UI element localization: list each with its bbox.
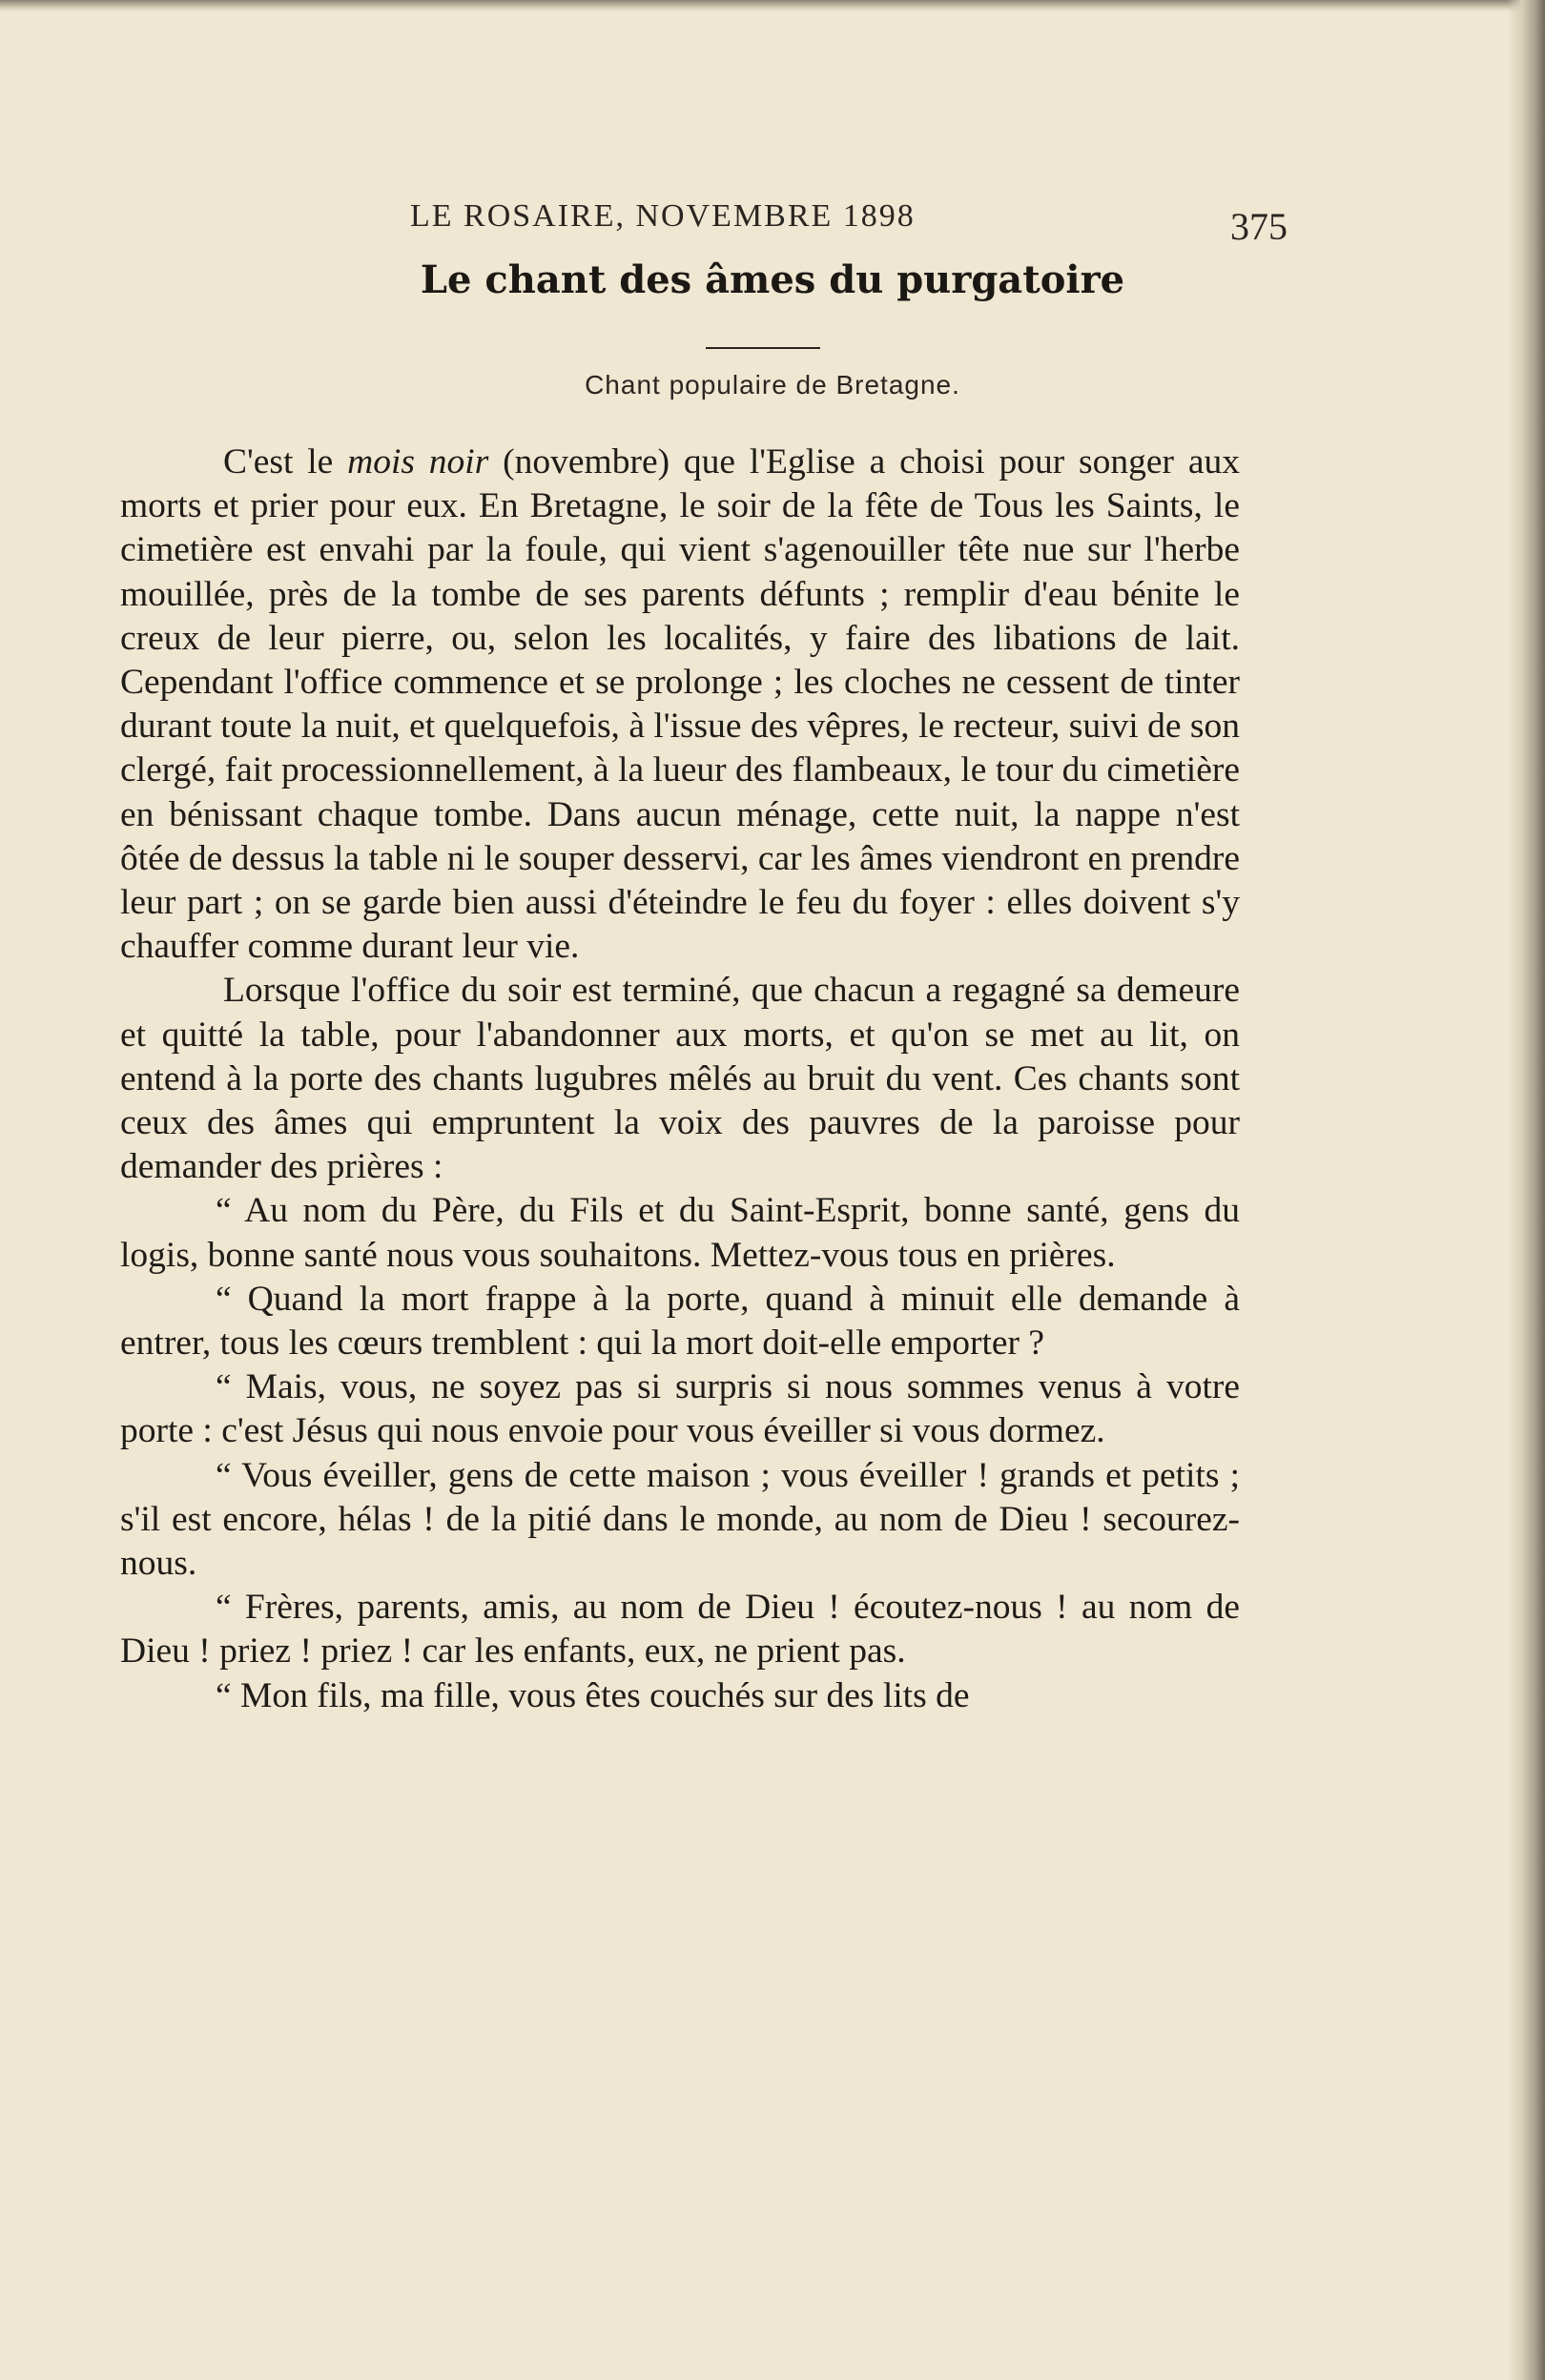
paragraph-1	[120, 441, 1240, 969]
paragraph-6: “ Vous éveiller, gens de cette maison ; vous éveiller ! grands et petits ; s'il est encore, hélas ! de la pitié dans le monde, au nom de Dieu ! secourez-nous.	[120, 1455, 1240, 1584]
paragraph-1-italic: mois noir	[347, 442, 489, 482]
article-body	[120, 441, 1240, 1718]
paragraph-8: “ Mon fils, ma fille, vous êtes couchés sur des lits de	[216, 1675, 970, 1715]
article-subtitle: Chant populaire de Bretagne.	[585, 370, 960, 400]
paragraph-1-rest: (novembre) que l'Eglise a choisi pour songer aux morts et prier pour eux. En Bretagne, le soir de la fête de Tous les Saints, le cimetière est envahi par la foule, qui vient s'agenouiller tête nue sur l'herbe mouillée, près de la tombe de ses parents défunts ; remplir d'eau bénite le creux de leur pierre, ou, selon les localités, y faire des libations de lait. Cependant l'office commence et se prolonge ; les cloches ne cessent de tinter durant toute la nuit, et quelquefois, à l'issue des vêpres, le recteur, suivi de son clergé, fait processionnellement, à la lueur des flambeaux, le tour du cimetière en bénissant chaque tombe. Dans aucun ménage, cette nuit, la nappe n'est ôtée de dessus la table ni le souper desservi, car les âmes viendront en prendre leur part ; on se garde bien aussi d'éteindre le feu du foyer : elles doivent s'y chauffer comme durant leur vie.	[120, 442, 1240, 967]
paragraph-7: “ Frères, parents, amis, au nom de Dieu ! écoutez-nous ! au nom de Dieu ! priez ! priez ! car les enfants, eux, ne prient pas.	[120, 1588, 1240, 1672]
paragraph-2: Lorsque l'office du soir est terminé, que chacun a regagné sa demeure et quitté la table, pour l'abandonner aux morts, et qu'on se met au lit, on entend à la porte des chants lugubres mêlés au bruit du vent. Ces chants sont ceux des âmes qui empruntent la voix des pauvres de la paroisse pour demander des prières :	[120, 971, 1240, 1187]
running-head: LE ROSAIRE, NOVEMBRE 1898	[410, 198, 916, 234]
page-right-edge	[1507, 0, 1545, 2380]
paragraph-1-start: C'est le	[223, 442, 348, 482]
paragraph-4: “ Quand la mort frappe à la porte, quand à minuit elle demande à entrer, tous les cœurs tremblent : qui la mort doit-elle emporter ?	[120, 1279, 1240, 1364]
title-divider	[706, 347, 820, 349]
paragraph-3: “ Au nom du Père, du Fils et du Saint-Esprit, bonne santé, gens du logis, bonne santé nous vous souhaitons. Mettez-vous tous en prières.	[120, 1191, 1240, 1275]
article-title: Le chant des âmes du purgatoire	[420, 257, 1125, 302]
page-header	[410, 191, 1288, 248]
page-top-edge	[0, 0, 1545, 11]
page-number: 375	[1230, 205, 1288, 248]
paragraph-5: “ Mais, vous, ne soyez pas si surpris si nous sommes venus à votre porte : c'est Jésus qui nous envoie pour vous éveiller si vous dormez.	[120, 1367, 1240, 1451]
